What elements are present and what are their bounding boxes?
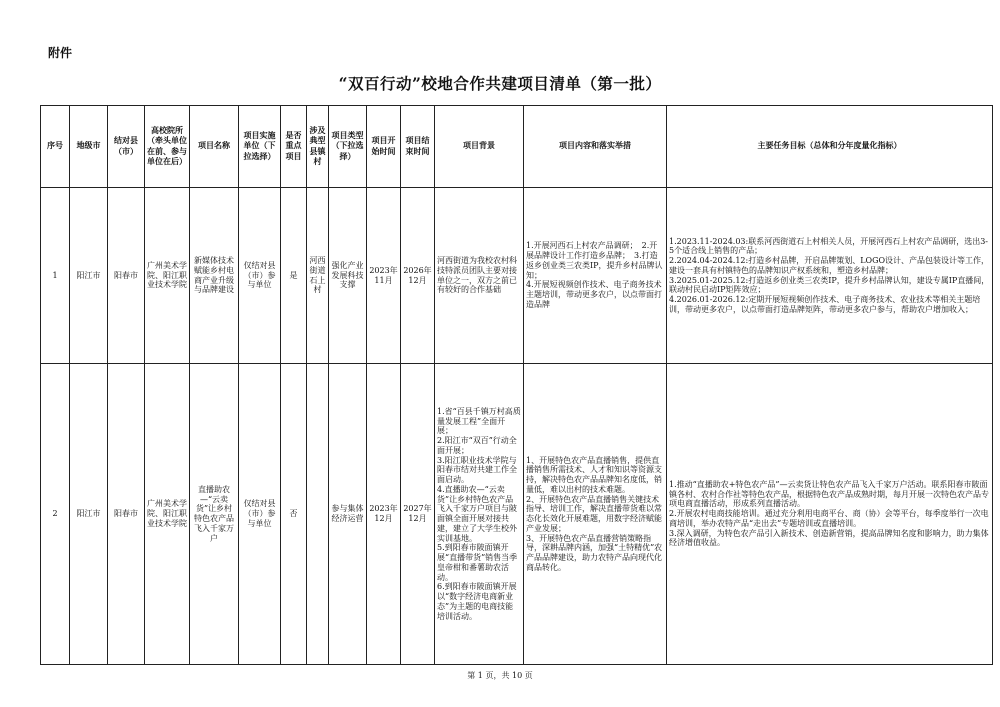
cell-key-project: 否 bbox=[281, 364, 307, 665]
cell-key-project: 是 bbox=[281, 188, 307, 364]
header-goals: 主要任务目标（总体和分年度量化指标） bbox=[667, 106, 993, 188]
cell-background: 1.省“百县千镇万村高质量发展工程”全面开展； 2.阳江市“双百”行动全面开展； 3.阳江职业技术学院与阳春市结对共建工作全面启动。 4.直播助农—“云卖货”让乡村特色农产品飞入千家万户项目与陂面镇全面开展对接共建，建立了大学生校外实训基地。 5.到阳春市陂面镇开展“直播带货”销售当季皇帝柑和番薯助农活动。 6.到阳春市陂面镇开展以“数字经济电商新业态”为主题的电商技能培训活动。 bbox=[435, 364, 524, 665]
header-implementer: 项目实施单位（下拉选择） bbox=[239, 106, 281, 188]
cell-university: 广州美术学院、阳江职业技术学院 bbox=[145, 364, 190, 665]
table-row bbox=[41, 188, 993, 364]
header-town: 涉及典型县镇村 bbox=[307, 106, 329, 188]
cell-start-time: 2023年11月 bbox=[367, 188, 401, 364]
header-project-type: 项目类型（下拉选择） bbox=[329, 106, 367, 188]
cell-project-type: 强化产业发展科技支撑 bbox=[329, 188, 367, 364]
cell-content: 1、开展特色农产品直播销售，提供直播销售所需技术、人才和知识等资源支持，解决特色农产品品牌知名度低，销量低，难以出村的技术难题。 2、开展特色农产品直播销售关键技术指导、培训工作，解决直播带货难以常态化长效化开展难题，用数字经济赋能产业发展； 3、开展特色农产品直播营销策略指导，深耕品牌内涵，加强“土特精优”农产品品牌建设，助力农特产品向现代化商品转化。 bbox=[524, 364, 667, 665]
cell-county: 阳春市 bbox=[108, 188, 145, 364]
cell-seq: 2 bbox=[41, 364, 70, 665]
header-city: 地级市 bbox=[70, 106, 108, 188]
page-title: “双百行动”校地合作共建项目清单（第一批） bbox=[338, 74, 662, 93]
header-background: 项目背景 bbox=[435, 106, 524, 188]
cell-city: 阳江市 bbox=[70, 364, 108, 665]
cell-goals: 1.2023.11-2024.03:联系河西街道石上村相关人员，开展河西石上村农产品调研，选出3-5个适合线上销售的产品； 2.2024.04-2024.12:打造乡村品牌，开启品牌策划、LOGO设计、产品包装设计等工作，建设一套具有村镇特色的品牌知识产权系统和，塑造乡村品牌； 3.2025.01-2025.12:打造返乡创业类三农类IP，提升乡村品牌认知，建设专属IP直播间，联动村民启动IP矩阵效应； 4.2026.01-2026.12:定期开展短视频创作技术、电子商务技术、农业技术等相关主题培训，带动更多农户，以点带面打造品牌矩阵，带动更多农户参与，帮助农户增加收入； bbox=[667, 188, 993, 364]
cell-implementer: 仅结对县（市）参与单位 bbox=[239, 364, 281, 665]
cell-project-type: 参与集体经济运营 bbox=[329, 364, 367, 665]
cell-university: 广州美术学院、阳江职业技术学院 bbox=[145, 188, 190, 364]
cell-county: 阳春市 bbox=[108, 364, 145, 665]
header-end-time: 项目结束时间 bbox=[401, 106, 435, 188]
cell-town bbox=[307, 364, 329, 665]
cell-city: 阳江市 bbox=[70, 188, 108, 364]
cell-project-name: 新媒体技术赋能乡村电商产业升级与品牌建设 bbox=[190, 188, 239, 364]
page-footer: 第 1 页，共 10 页 bbox=[467, 671, 533, 680]
cell-town: 河西街道石上村 bbox=[307, 188, 329, 364]
header-key-project: 是否重点项目 bbox=[281, 106, 307, 188]
cell-project-name: 直播助农—“云卖货”让乡村特色农产品飞入千家万户 bbox=[190, 364, 239, 665]
header-seq: 序号 bbox=[41, 106, 70, 188]
cell-end-time: 2026年12月 bbox=[401, 188, 435, 364]
cell-end-time: 2027年12月 bbox=[401, 364, 435, 665]
cell-start-time: 2023年12月 bbox=[367, 364, 401, 665]
header-university: 高校院所（牵头单位在前、参与单位在后） bbox=[145, 106, 190, 188]
cell-background: 河西街道为我校农村科技特派员团队主要对接单位之一，双方之前已有较好的合作基础 bbox=[435, 188, 524, 364]
cell-goals: 1.推动“直播助农+特色农产品”—云卖货让特色农产品飞入千家万户活动。联系阳春市陂面镇各村、农村合作社等特色农产品，根据特色农产品成熟时期，每月开展一次特色农产品专项电商直播活动，形成系列直播活动。 2.开展农村电商技能培训。通过充分利用电商平台、商（协）会等平台，每季度举行一次电商培训，举办农特产品“走出去”专题培训或直播培训。 3.深入调研，为特色农产品引入新技术、创造新营销，提高品牌知名度和影响力，助力集体经济增值收益。 bbox=[667, 364, 993, 665]
project-table bbox=[40, 105, 993, 665]
header-row bbox=[41, 106, 993, 188]
attachment-label: 附件 bbox=[48, 46, 73, 60]
table-row bbox=[41, 364, 993, 665]
header-content: 项目内容和落实举措 bbox=[524, 106, 667, 188]
header-project-name: 项目名称 bbox=[190, 106, 239, 188]
cell-implementer: 仅结对县（市）参与单位 bbox=[239, 188, 281, 364]
header-county: 结对县（市） bbox=[108, 106, 145, 188]
header-start-time: 项目开始时间 bbox=[367, 106, 401, 188]
cell-content: 1.开展河西石上村农产品调研； 2.开展品牌设计工作打造乡品牌； 3.打造返乡创业类三农类IP，提升乡村品牌认知； 4.开展短视频创作技术、电子商务技术主题培训，带动更多农户，以点带面打造品牌 bbox=[524, 188, 667, 364]
cell-seq: 1 bbox=[41, 188, 70, 364]
